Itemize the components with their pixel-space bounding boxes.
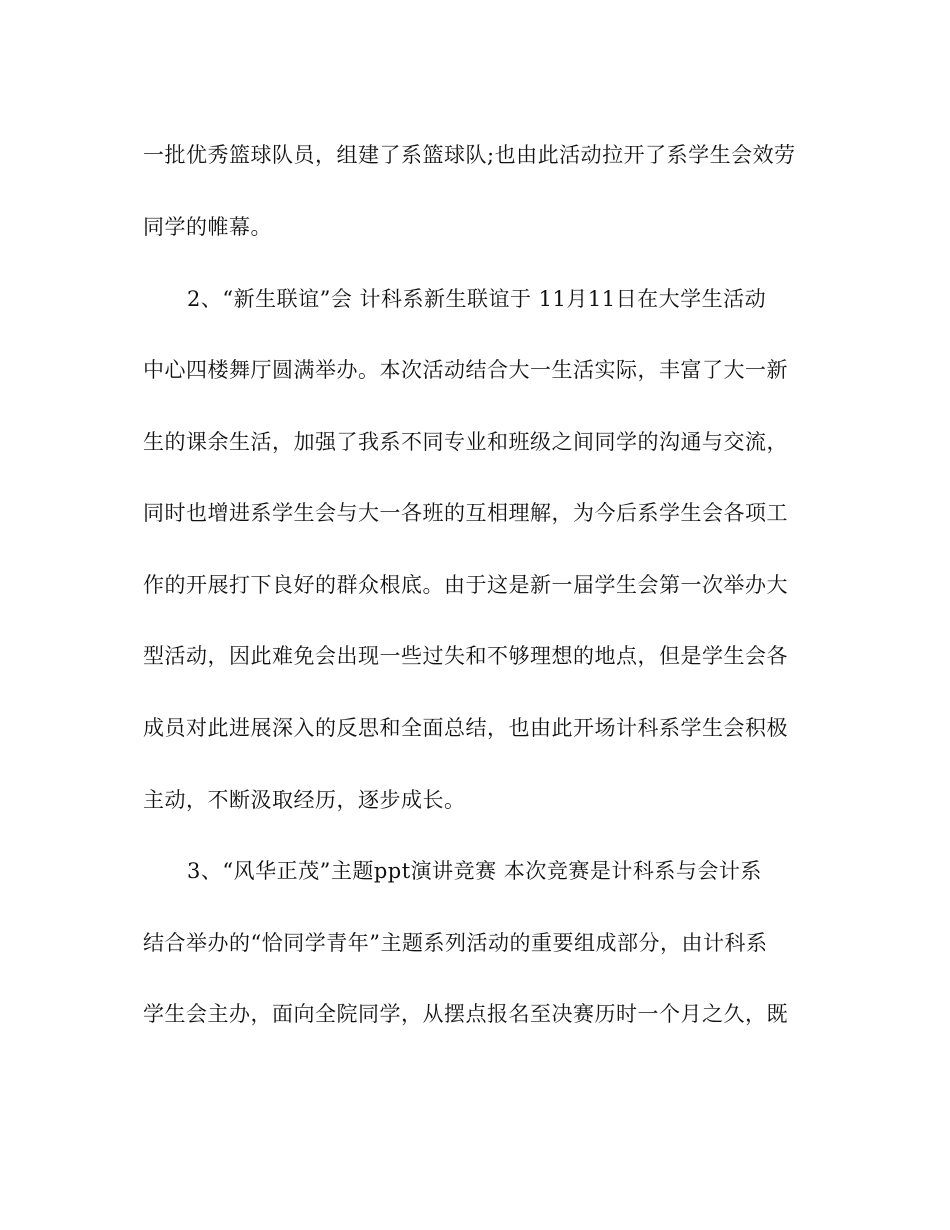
text-line: 成员对此进展深入的反思和全面总结，也由此开场计科系学生会积极 xyxy=(143,716,788,740)
text-line: 学生会主办，面向全院同学，从摆点报名至决赛历时一个月之久，既 xyxy=(143,1002,788,1026)
text-line: 2、“新生联谊”会 计科系新生联谊于 11月11日在大学生活动 xyxy=(187,287,767,311)
text-line: 3、“风华正茂”主题ppt演讲竞赛 本次竞赛是计科系与会计系 xyxy=(187,859,762,883)
text-line: 主动，不断汲取经历，逐步成长。 xyxy=(143,788,466,812)
text-line: 同学的帷幕。 xyxy=(143,215,272,239)
text-line: 同时也增进系学生会与大一各班的互相理解，为今后系学生会各项工 xyxy=(143,501,788,525)
text-line: 型活动，因此难免会出现一些过失和不够理想的地点，但是学生会各 xyxy=(143,644,788,668)
text-line: 生的课余生活，加强了我系不同专业和班级之间同学的沟通与交流， xyxy=(143,430,788,454)
text-line: 结合举办的“恰同学青年”主题系列活动的重要组成部分，由计科系 xyxy=(143,931,768,955)
text-line: 一批优秀篮球队员，组建了系篮球队;也由此活动拉开了系学生会效劳 xyxy=(143,143,796,167)
text-line: 作的开展打下良好的群众根底。由于这是新一届学生会第一次举办大 xyxy=(143,573,788,597)
text-line: 中心四楼舞厅圆满举办。本次活动结合大一生活实际，丰富了大一新 xyxy=(143,358,788,382)
